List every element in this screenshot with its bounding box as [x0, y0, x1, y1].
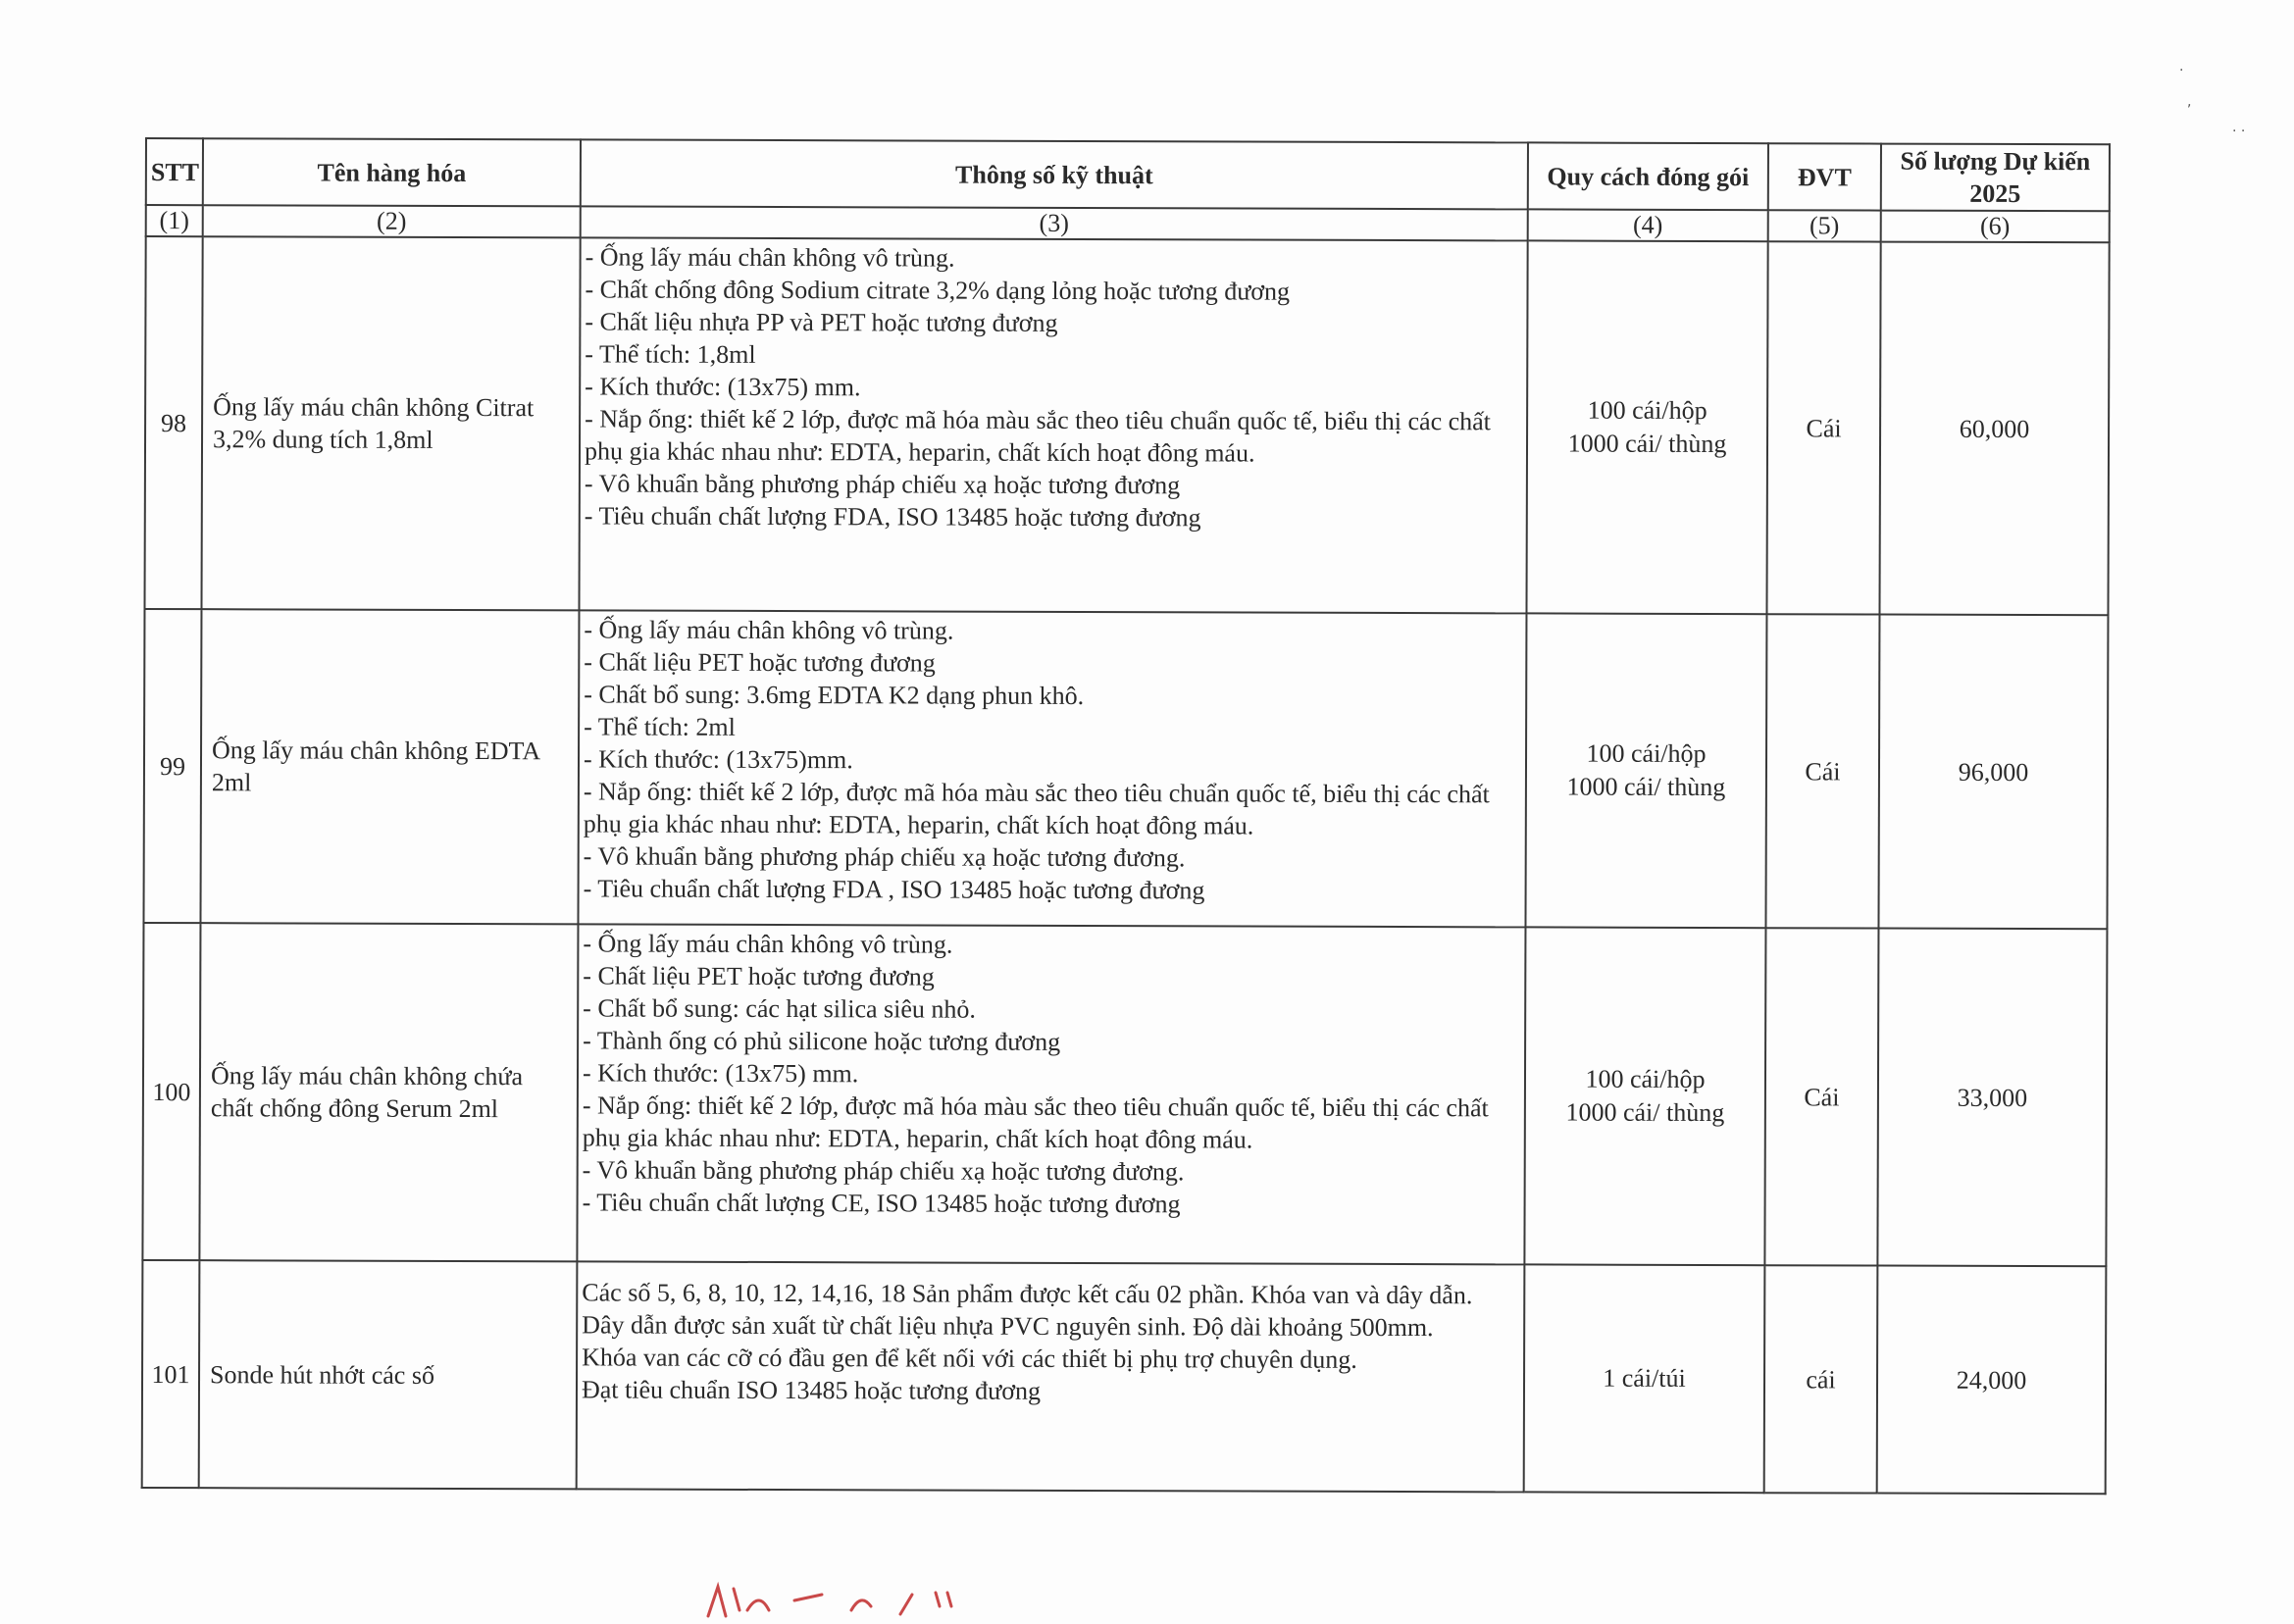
row-technical-spec	[577, 924, 1525, 1264]
row-stt: 100	[142, 923, 200, 1260]
row-quantity: 96,000	[1878, 615, 2108, 930]
row-technical-spec	[579, 237, 1527, 613]
row-stt: 99	[143, 609, 201, 923]
spec-line: - Kích thước: (13x75) mm.	[585, 372, 861, 402]
packing-line: 100 cái/hộp	[1587, 395, 1708, 426]
column-number: (6)	[1881, 211, 2110, 243]
spec-line: - Chất liệu PET hoặc tương đương	[584, 647, 936, 678]
row-quantity: 24,000	[1877, 1266, 2107, 1495]
header-item-name: Tên hàng hóa	[203, 138, 581, 206]
spec-line: - Vô khuẩn bằng phương pháp chiếu xạ hoặc tương đương.	[583, 841, 1186, 873]
spec-line: - Chất bổ sung: 3.6mg EDTA K2 dạng phun khô.	[584, 680, 1085, 711]
row-item-name: Ống lấy máu chân không EDTA 2ml	[200, 609, 579, 924]
table-row	[143, 609, 2108, 929]
header-packing: Quy cách đóng gói	[1528, 142, 1768, 210]
packing-line: 1000 cái/ thùng	[1565, 1097, 1725, 1128]
spec-line: - Vô khuẩn bằng phương pháp chiếu xạ hoặc tương đương.	[582, 1155, 1185, 1187]
packing-line: 1000 cái/ thùng	[1566, 772, 1726, 802]
spec-line: - Nắp ống: thiết kế 2 lớp, được mã hóa màu sắc theo tiêu chuẩn quốc tế, biểu thị các chất phụ gia khác nhau như: EDTA, heparin, chất kích hoạt đông máu.	[582, 1091, 1489, 1154]
spec-line: - Chất liệu PET hoặc tương đương	[583, 961, 935, 991]
row-quantity: 60,000	[1879, 242, 2109, 616]
packing-line: 100 cái/hộp	[1586, 738, 1707, 769]
column-number: (2)	[203, 205, 581, 237]
table-row	[142, 1260, 2107, 1494]
spec-line: Dây dẫn được sản xuất từ chất liệu nhựa PVC nguyên sinh. Độ dài khoảng 500mm.	[582, 1310, 1434, 1343]
row-packing	[1524, 927, 1765, 1265]
spec-line: Các số 5, 6, 8, 10, 12, 14,16, 18 Sản phẩm được kết cấu 02 phần. Khóa van và dây dẫn.	[582, 1278, 1473, 1310]
header-technical-spec: Thông số kỹ thuật	[581, 139, 1528, 209]
column-number: (4)	[1528, 209, 1768, 241]
packing-line: 100 cái/hộp	[1585, 1064, 1706, 1094]
header-quantity: Số lượng Dự kiến 2025	[1881, 144, 2110, 212]
table-row	[142, 923, 2107, 1266]
row-unit: Cái	[1766, 241, 1880, 614]
row-unit: cái	[1764, 1265, 1878, 1493]
spec-line: - Thể tích: 2ml	[584, 712, 736, 741]
row-packing	[1524, 1264, 1765, 1493]
scan-speck-mark: ·	[2179, 63, 2184, 78]
table-row	[144, 236, 2109, 615]
row-quantity: 33,000	[1877, 929, 2107, 1267]
spec-line: - Vô khuẩn bằng phương pháp chiếu xạ hoặc tương đương	[584, 469, 1181, 500]
spec-line: - Nắp ống: thiết kế 2 lớp, được mã hóa màu sắc theo tiêu chuẩn quốc tế, biểu thị các chất phụ gia khác nhau như: EDTA, heparin, chất kích hoạt đông máu.	[584, 404, 1491, 468]
row-item-name: Ống lấy máu chân không chứa chất chống đông Serum 2ml	[199, 923, 578, 1261]
spec-line: - Tiêu chuẩn chất lượng FDA, ISO 13485 hoặc tương đương	[584, 501, 1201, 533]
row-packing	[1525, 613, 1766, 928]
column-number: (3)	[581, 206, 1528, 240]
spec-line: - Kích thước: (13x75)mm.	[583, 744, 853, 775]
handwritten-mark-icon	[704, 1581, 998, 1620]
header-stt: STT	[146, 138, 203, 205]
column-number: (5)	[1768, 210, 1881, 241]
packing-line: 1000 cái/ thùng	[1567, 429, 1727, 459]
spec-line: - Ống lấy máu chân không vô trùng.	[585, 242, 955, 273]
spec-line: Khóa van các cỡ có đầu gen để kết nối với các thiết bị phụ trợ chuyên dụng.	[582, 1343, 1357, 1374]
spec-line: - Nắp ống: thiết kế 2 lớp, được mã hóa màu sắc theo tiêu chuẩn quốc tế, biểu thị các chất phụ gia khác nhau như: EDTA, heparin, chất kích hoạt đông máu.	[583, 777, 1490, 840]
row-packing	[1526, 240, 1767, 614]
spec-line: - Ống lấy máu chân không vô trùng.	[583, 929, 953, 959]
procurement-spec-table	[141, 137, 2111, 1495]
spec-line: - Thể tích: 1,8ml	[585, 339, 756, 369]
column-number: (1)	[146, 205, 203, 236]
spec-line: Đạt tiêu chuẩn ISO 13485 hoặc tương đương	[581, 1375, 1042, 1405]
row-unit: Cái	[1764, 928, 1878, 1265]
row-technical-spec	[578, 610, 1526, 927]
row-item-name: Ống lấy máu chân không Citrat 3,2% dung tích 1,8ml	[201, 236, 580, 610]
spec-line: - Chất liệu nhựa PP và PET hoặc tương đương	[585, 307, 1058, 337]
spec-line: - Chất chống đông Sodium citrate 3,2% dạng lỏng hoặc tương đương	[585, 275, 1291, 306]
spec-line: - Chất bổ sung: các hạt silica siêu nhỏ.	[583, 993, 977, 1024]
row-unit: Cái	[1765, 614, 1879, 928]
spec-line: - Tiêu chuẩn chất lượng CE, ISO 13485 hoặc tương đương	[582, 1188, 1181, 1219]
spec-line: - Ống lấy máu chân không vô trùng.	[584, 615, 954, 645]
spec-line: - Kích thước: (13x75) mm.	[582, 1058, 859, 1089]
spec-line: - Thành ống có phủ silicone hoặc tương đương	[583, 1026, 1061, 1056]
scan-speck-mark: · ·	[2232, 124, 2246, 139]
table-header-row	[146, 138, 2110, 211]
scan-speck-mark: ,	[2187, 94, 2192, 110]
row-stt: 101	[142, 1260, 200, 1488]
spec-line: - Tiêu chuẩn chất lượng FDA , ISO 13485 hoặc tương đương	[583, 874, 1205, 905]
row-technical-spec	[577, 1261, 1525, 1492]
row-item-name: Sonde hút nhớt các số	[199, 1260, 578, 1489]
row-stt: 98	[144, 236, 202, 609]
packing-line: 1 cái/túi	[1603, 1363, 1686, 1393]
header-unit: ĐVT	[1768, 143, 1881, 210]
